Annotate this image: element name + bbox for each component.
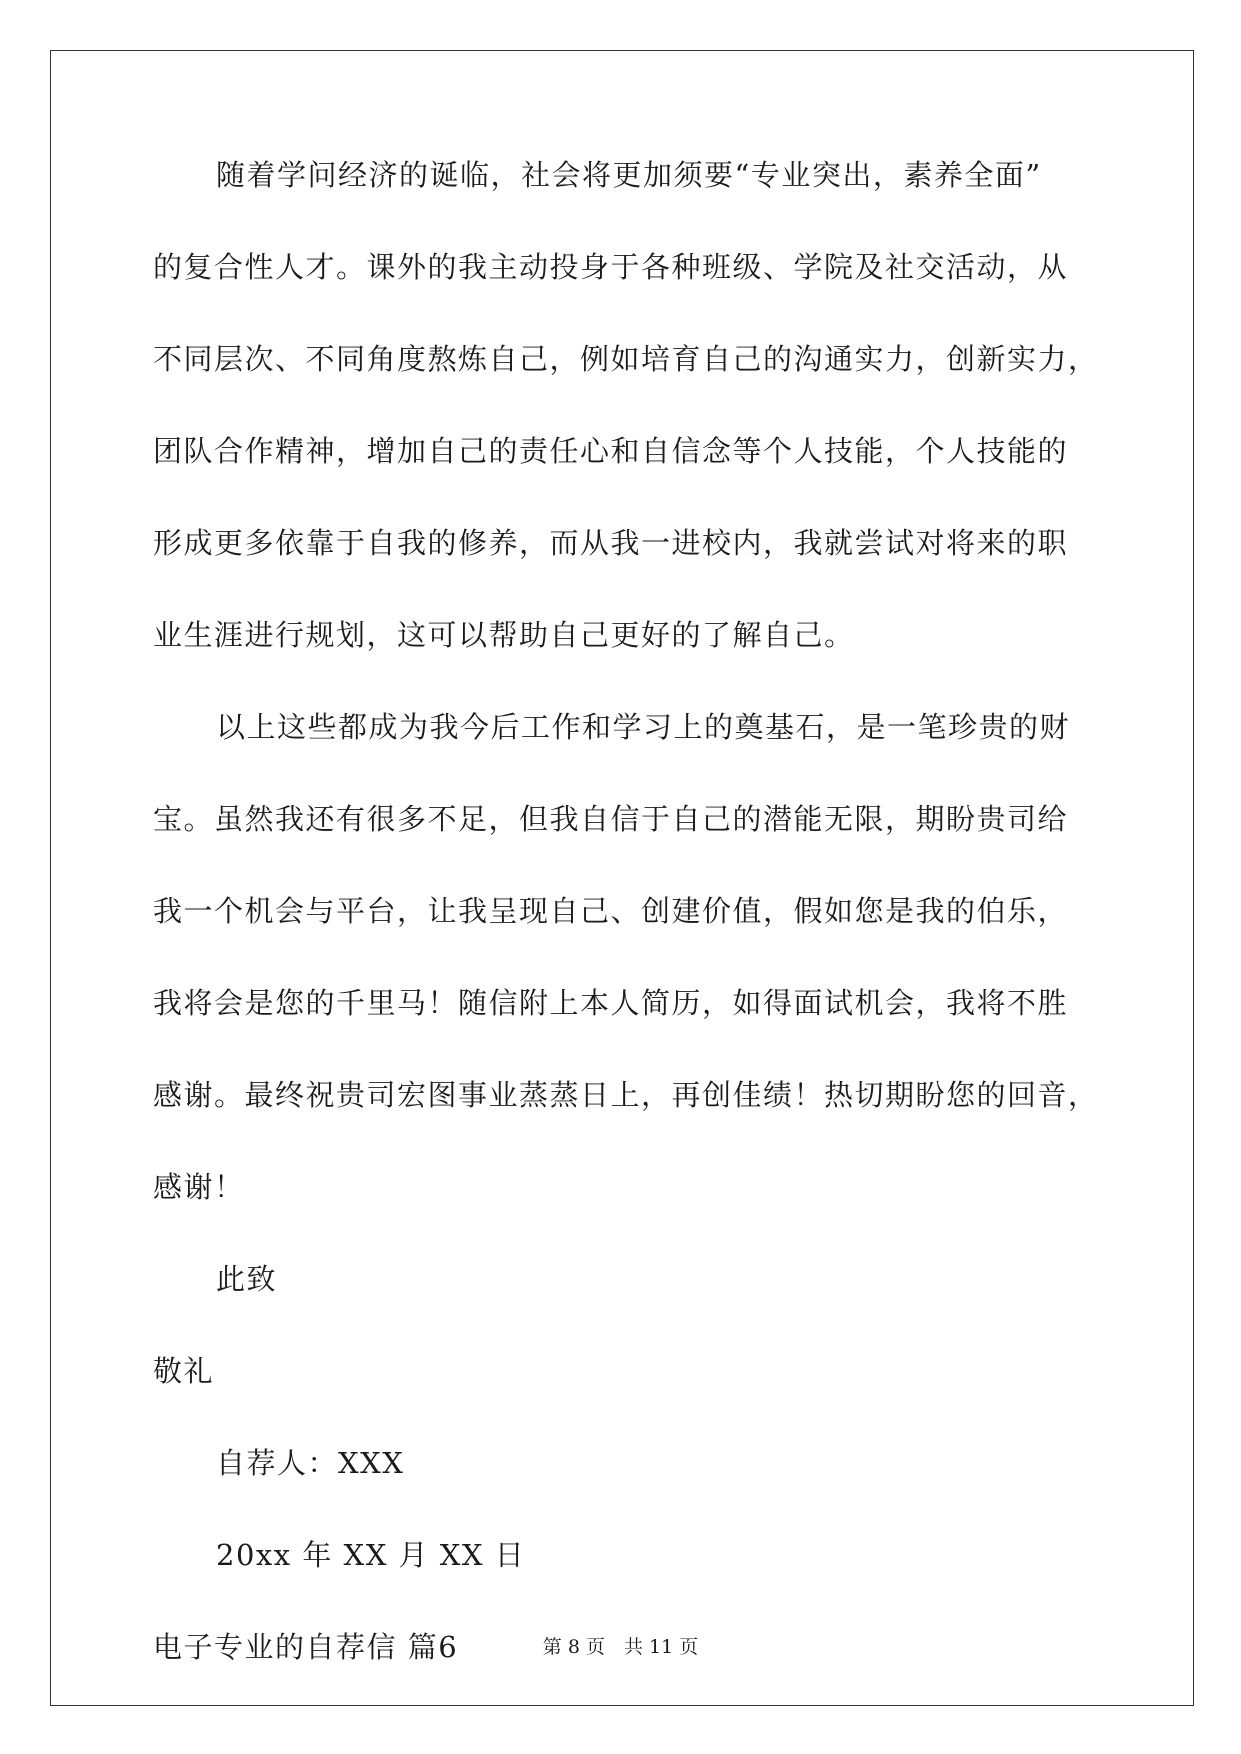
paragraph-2-line-2: 宝。虽然我还有很多不足，但我自信于自己的潜能无限，期盼贵司给 [153, 802, 1069, 836]
paragraph-1-line-1: 随着学问经济的诞临，社会将更加须要“专业突出，素养全面” [216, 158, 1042, 192]
section-heading: 电子专业的自荐信 篇6 [153, 1630, 459, 1664]
paragraph-1-line-4: 团队合作精神，增加自己的责任心和自信念等个人技能，个人技能的 [153, 434, 1069, 468]
paragraph-2-line-3: 我一个机会与平台，让我呈现自己、创建价值，假如您是我的伯乐， [153, 894, 1069, 928]
paragraph-2-line-6: 感谢！ [153, 1170, 245, 1204]
date-line: 20xx 年 XX 月 XX 日 [216, 1538, 526, 1572]
page-number-footer: 第 8 页 共 11 页 [542, 1636, 699, 1658]
salute-line: 敬礼 [153, 1354, 215, 1388]
paragraph-2-line-1: 以上这些都成为我今后工作和学习上的奠基石，是一笔珍贵的财 [216, 710, 1071, 744]
letter-body [153, 153, 1099, 1717]
paragraph-1-line-5: 形成更多依靠于自我的修养，而从我一进校内，我就尝试对将来的职 [153, 526, 1069, 560]
paragraph-1-line-3: 不同层次、不同角度熬炼自己，例如培育自己的沟通实力，创新实力， [153, 342, 1099, 376]
signature-line: 自荐人：XXX [216, 1446, 405, 1480]
closing-line: 此致 [216, 1262, 278, 1296]
paragraph-2-line-4: 我将会是您的千里马！随信附上本人简历，如得面试机会，我将不胜 [153, 986, 1069, 1020]
paragraph-2-line-5: 感谢。最终祝贵司宏图事业蒸蒸日上，再创佳绩！热切期盼您的回音， [153, 1078, 1099, 1112]
paragraph-1-line-6: 业生涯进行规划，这可以帮助自己更好的了解自己。 [153, 618, 855, 652]
paragraph-1-line-2: 的复合性人才。课外的我主动投身于各种班级、学院及社交活动，从 [153, 250, 1069, 284]
